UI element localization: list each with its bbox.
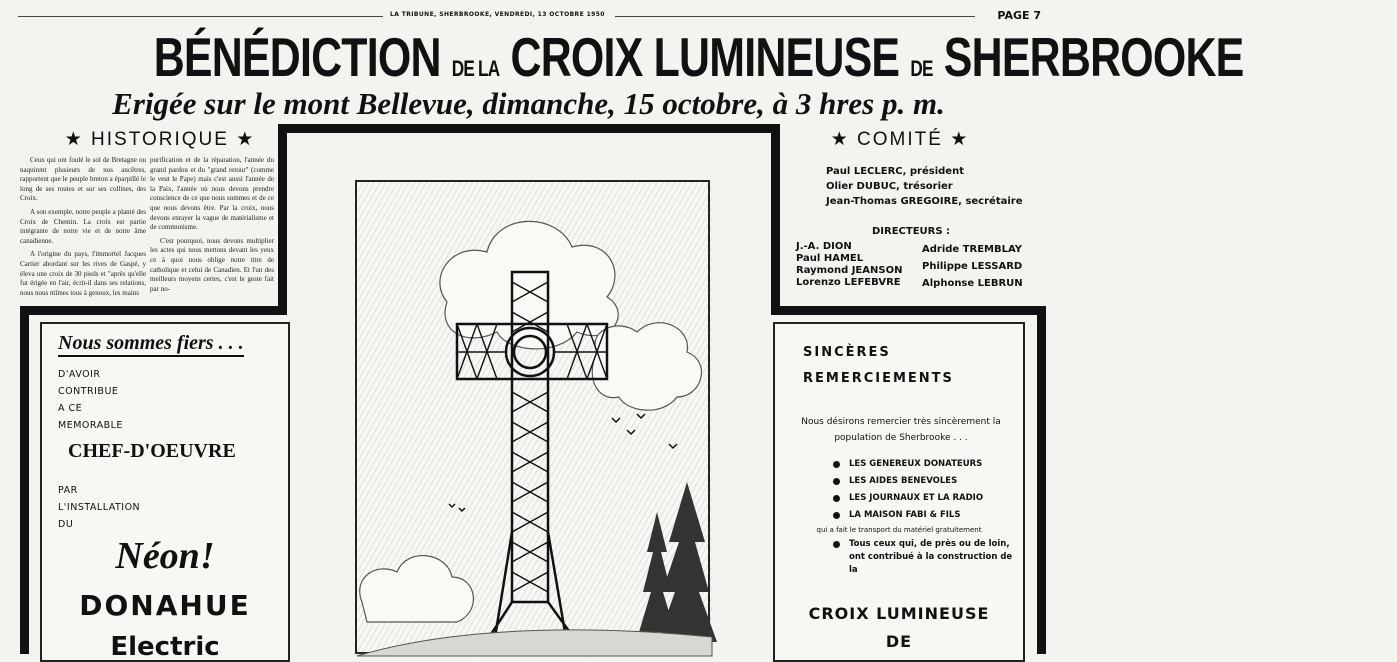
ad-right-intro: Nous désirons remercier très sincèrement la population de Sherbrooke . . . <box>801 417 1001 443</box>
ad-left-line: L'INSTALLATION <box>58 502 141 513</box>
illuminated-cross-drawing-icon <box>357 182 712 656</box>
frame-right-upper <box>771 124 780 314</box>
frame-left-upper <box>278 124 287 314</box>
headline-word-lumineuse: LUMINEUSE <box>653 26 900 88</box>
frame-left-edge <box>20 306 29 654</box>
directeur-name: Raymond JEANSON <box>796 265 903 276</box>
ad-left-chef-doeuvre: CHEF-D'OEUVRE <box>68 440 236 462</box>
ad-right-footer-line: CROIX LUMINEUSE <box>808 604 990 623</box>
ad-right-fabi-note: qui a fait le transport du matériel gratuitement <box>816 526 982 534</box>
thanks-item: LA MAISON FABI & FILS <box>833 507 983 524</box>
headline-word-de: DE <box>910 56 933 81</box>
masthead-rule-left <box>18 16 383 17</box>
ad-left-line: D'AVOIR <box>58 369 101 380</box>
ad-left-neon: Néon! <box>115 535 215 577</box>
headline-word-benediction: BÉNÉDICTION <box>153 26 441 88</box>
frame-left-shelf <box>20 306 287 315</box>
ad-left-line: DU <box>58 519 74 530</box>
ad-left-line: MEMORABLE <box>58 420 123 431</box>
thanks-item: LES AIDES BENEVOLES <box>833 473 983 490</box>
comite-title: COMITÉ <box>857 129 943 150</box>
thanks-item: LES JOURNAUX ET LA RADIO <box>833 490 983 507</box>
thanks-list <box>833 456 983 524</box>
historique-paragraph: A son exemple, notre peuple a planté des Croix de Chemin. La croix est partie intégrante de notre vie et de notre âme canadienne. <box>20 207 146 245</box>
ad-neon-donahue <box>40 322 290 662</box>
ad-right-footer <box>775 600 1023 656</box>
directeurs-title: DIRECTEURS : <box>872 226 951 237</box>
ad-remerciements <box>773 322 1025 662</box>
historique-heading: ★ HISTORIQUE ★ <box>64 129 256 150</box>
ad-left-line: CONTRIBUE <box>58 386 119 397</box>
historique-paragraph: Ceux qui ont foulé le sol de Bretagne ou naquirent plusieurs de nos ancêtres, rapportent que le peuple breton a éparpillé le long de ses routes et sur ses collines, des Croix. <box>20 156 146 203</box>
ad-right-last-item <box>833 538 1013 577</box>
bullet-icon <box>833 541 840 548</box>
historique-paragraph: A l'origine du pays, l'immortel Jacques Cartier abordant sur les rives de Gaspé, y éleva une croix de 30 pieds et "après qu'elle fut érigée en l'air, écrit-il dans ses relations, nous nous mîmes tous à genoux, les mains <box>20 250 146 297</box>
directeur-name: Paul HAMEL <box>796 253 864 264</box>
subheadline: Erigée sur le mont Bellevue, dimanche, 15 octobre, à 3 hres p. m. <box>112 86 945 121</box>
headline-word-sherbrooke: SHERBROOKE <box>943 26 1244 88</box>
frame-right-shelf <box>771 306 1046 315</box>
ad-left-line: A CE <box>58 403 83 414</box>
page-number: PAGE 7 <box>997 9 1041 22</box>
ad-left-line: PAR <box>58 485 78 496</box>
ad-right-footer-line: DE <box>885 632 913 651</box>
comite-heading: ★ COMITÉ ★ <box>830 129 970 150</box>
ad-left-lines1 <box>58 366 123 434</box>
cross-illustration <box>355 180 710 654</box>
ad-left-donahue: DONAHUE <box>79 589 251 622</box>
thanks-item: LES GENEREUX DONATEURS <box>833 456 983 473</box>
directeur-name: Adride TREMBLAY <box>922 244 1022 255</box>
historique-paragraph: C'est pourquoi, nous devons multiplier les actes qui nous mettons devant les yeux ce à quoi nous oblige notre titre de catholique et celui de Canadien. Et l'un des meilleurs moyens certes, c'est le geste fait par no- <box>150 236 274 293</box>
frame-right-edge <box>1037 306 1046 654</box>
directeur-name: Lorenzo LEFEBVRE <box>796 277 901 288</box>
masthead-rule-right <box>615 16 975 17</box>
comite-member: Jean-Thomas GREGOIRE, secrétaire <box>826 196 1023 207</box>
historique-paragraph: purification et de la réparation, l'année du grand pardon et du "grand retour" (comme le veut le Pape) mais c'est aussi l'année de la Paix, l'année où nous devons prendre conscience de ce que nous sommes et de ce que nous devons être. Par la croix, nous devons enrayer la vague de matérialisme et de communisme. <box>150 156 274 232</box>
directeur-name: J.-A. DION <box>796 241 852 252</box>
headline-word-de-la: DE LA <box>451 56 500 81</box>
directeur-name: Alphonse LEBRUN <box>922 278 1023 289</box>
headline-text <box>153 26 1244 88</box>
ad-right-title <box>803 340 954 392</box>
directeur-name: Philippe LESSARD <box>922 261 1023 272</box>
ad-right-last-item-text: Tous ceux qui, de près ou de loin, ont contribué à la construction de la <box>849 539 1013 575</box>
masthead <box>0 8 1057 24</box>
frame-top-rule <box>278 124 780 133</box>
ad-left-lines2 <box>58 482 140 533</box>
comite-member: Olier DUBUC, trésorier <box>826 181 953 192</box>
directeurs-left <box>796 241 902 289</box>
historique-column-1 <box>20 156 146 301</box>
comite-member: Paul LECLERC, président <box>826 166 964 177</box>
ad-left-title: Nous sommes fiers . . . <box>58 332 244 357</box>
comite-members <box>826 164 1023 209</box>
headline <box>0 26 1244 88</box>
ad-right-title-line: REMERCIEMENTS <box>803 371 954 386</box>
historique-title: HISTORIQUE <box>91 129 229 150</box>
ad-right-title-line: SINCÈRES <box>803 345 891 360</box>
headline-word-croix: CROIX <box>510 26 643 88</box>
directeurs-right <box>922 241 1023 292</box>
masthead-text: LA TRIBUNE, SHERBROOKE, VENDREDI, 13 OCTOBRE 1950 <box>390 11 605 18</box>
ad-left-electric: Electric <box>110 632 220 662</box>
historique-column-2 <box>150 156 274 301</box>
